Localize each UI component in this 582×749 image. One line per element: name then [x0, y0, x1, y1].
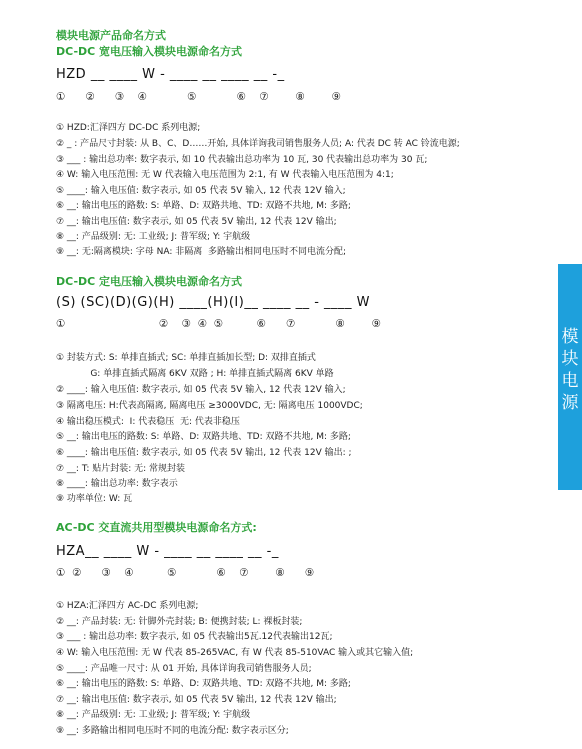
section1-line: ⑨ __: 无:隔离模块: 字母 NA: 非隔离 多路输出相同电压时不同电流分配; [56, 247, 346, 257]
side-tab-char: 源 [561, 393, 579, 413]
section2-line: ⑤ __: 输出电压的路数: S: 单路、D: 双路共地、TD: 双路不共地, M: 多路; [56, 432, 351, 442]
section3-line: ③ ___ : 输出总功率: 数字表示, 如 05 代表输出5瓦.12代表输出12瓦; [56, 632, 333, 642]
section3-title: AC-DC 交直流共用型模块电源命名方式: [56, 521, 257, 534]
section3-code: HZA__ ____ W - ____ __ ____ __ -_ [56, 544, 279, 559]
section1-code: HZD __ ____ W - ____ __ ____ __ -_ [56, 67, 285, 82]
section2-line: ④ 输出稳压模式: I: 代表稳压 无: 代表非稳压 [56, 417, 240, 427]
section2-line: ③ 隔离电压: H:代表高隔离, 隔离电压 ≥3000VDC, 无: 隔离电压 1000VDC; [56, 401, 363, 411]
section1-line: ② _ : 产品尺寸封装: 从 B、C、D……开始, 具体详询我司销售服务人员; A: 代表 DC 转 AC 铃流电源; [56, 139, 460, 149]
section3-line: ② __: 产品封装: 无: 针脚外壳封装; B: 便携封装; L: 裸板封装; [56, 617, 303, 627]
section2-line: ⑦ __: T: 贴片封装: 无: 常规封装 [56, 464, 186, 474]
section1-line: ④ W: 输入电压范围: 无 W 代表输入电压范围为 2:1, 有 W 代表输入电压范围为 4:1; [56, 170, 394, 180]
doc-title: 模块电源产品命名方式 [56, 29, 166, 42]
side-tab-char: 模 [561, 327, 579, 347]
section2-code: (S) (SC)(D)(G)(H) ____(H)(I)__ ____ __ - ____ W [56, 295, 371, 310]
section3-line: ⑧ __: 产品级别: 无: 工业级; J: 普军级; Y: 宇航级 [56, 710, 251, 720]
section2-line: G: 单排直插式隔离 6KV 双路 ; H: 单排直插式隔离 6KV 单路 [56, 369, 334, 379]
section2-line: ② ____: 输入电压值: 数字表示, 如 05 代表 5V 输入, 12 代表 12V 输入; [56, 385, 346, 395]
section2-line: ① 封装方式: S: 单排直插式; SC: 单排直插加长型; D: 双排直插式 [56, 353, 316, 363]
section3-index-row: ① ② ③ ④ ⑤ ⑥ ⑦ ⑧ ⑨ [56, 567, 315, 579]
section1-line: ⑥ __: 输出电压的路数: S: 单路、D: 双路共地、TD: 双路不共地, M: 多路; [56, 201, 351, 211]
side-tab-char: 块 [561, 349, 579, 369]
side-tab[interactable] [558, 264, 582, 490]
section1-index-row: ① ② ③ ④ ⑤ ⑥ ⑦ ⑧ ⑨ [56, 91, 341, 103]
section3-line: ④ W: 输入电压范围: 无 W 代表 85-265VAC, 有 W 代表 85-510VAC 输入或其它输入值; [56, 648, 414, 658]
section1-line: ③ ___ : 输出总功率: 数字表示, 如 10 代表输出总功率为 10 瓦, 30 代表输出总功率为 30 瓦; [56, 155, 428, 165]
section3-line: ⑨ __: 多路输出相同电压时不同的电流分配: 数字表示区分; [56, 726, 289, 736]
section3-line: ① HZA:汇泽四方 AC-DC 系列电源; [56, 601, 199, 611]
section1-line: ⑤ ____: 输入电压值: 数字表示, 如 05 代表 5V 输入, 12 代表 12V 输入; [56, 186, 346, 196]
section2-line: ⑧ ____: 输出总功率: 数字表示 [56, 479, 178, 489]
section2-index-row: ① ② ③ ④ ⑤ ⑥ ⑦ ⑧ ⑨ [56, 318, 382, 330]
section3-line: ⑦ __: 输出电压值: 数字表示, 如 05 代表 5V 输出, 12 代表 12V 输出; [56, 695, 337, 705]
section2-line: ⑨ 功率单位: W: 瓦 [56, 494, 133, 504]
side-tab-char: 电 [561, 371, 579, 391]
section3-line: ⑤ ____: 产品唯一尺寸: 从 01 开始, 具体详询我司销售服务人员; [56, 664, 312, 674]
section1-line: ⑦ __: 输出电压值: 数字表示, 如 05 代表 5V 输出, 12 代表 12V 输出; [56, 217, 337, 227]
section1-line: ① HZD:汇泽四方 DC-DC 系列电源; [56, 123, 201, 133]
section2-title: DC-DC 定电压输入模块电源命名方式 [56, 275, 243, 288]
section3-line: ⑥ __: 输出电压的路数: S: 单路、D: 双路共地、TD: 双路不共地, M: 多路; [56, 679, 351, 689]
section1-title: DC-DC 宽电压输入模块电源命名方式 [56, 45, 243, 58]
section2-line: ⑥ ____: 输出电压值: 数字表示, 如 05 代表 5V 输出, 12 代表 12V 输出: ; [56, 448, 352, 458]
section1-line: ⑧ __: 产品级别: 无: 工业级; J: 普军级; Y: 宇航级 [56, 232, 251, 242]
